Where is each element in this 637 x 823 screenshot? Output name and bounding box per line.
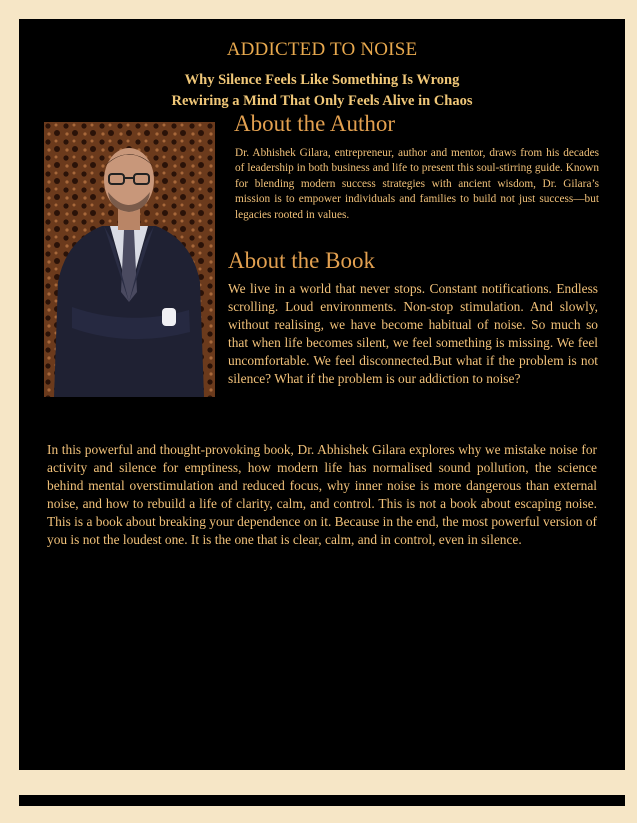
- book-heading: About the Book: [228, 248, 375, 273]
- book-title: ADDICTED TO NOISE: [226, 39, 418, 60]
- author-heading: About the Author: [234, 111, 395, 136]
- bottom-divider-bar: [19, 795, 625, 806]
- content-panel: [19, 19, 625, 770]
- book-description-paragraph-1: We live in a world that never stops. Constant notifications. Endless scrolling. Loud environments. Non-stop stimulation. And slowly, without realising, we have become habitual of noise. So much so that when life becomes silent, we feel something is missing. We feel uncomfortable. We feel disconnected.But what if the problem is not silence? What if the problem is our addiction to noise?: [228, 281, 598, 386]
- subtitle-line-2: Rewiring a Mind That Only Feels Alive in Chaos: [171, 93, 473, 109]
- subtitle-line-1: Why Silence Feels Like Something Is Wrong: [184, 72, 460, 88]
- author-bio: Dr. Abhishek Gilara, entrepreneur, author and mentor, draws from his decades of leadership in both business and life to present this soul-stirring guide. Known for blending modern success strategies with ancient wisdom, Dr. Gilara’s mission is to empower individuals and families to build not just success—but legacies rooted in values.: [235, 147, 599, 221]
- author-photo: [44, 122, 215, 397]
- book-description-paragraph-2: In this powerful and thought-provoking book, Dr. Abhishek Gilara explores why we mistake noise for activity and silence for emptiness, how modern life has normalised sound pollution, the science behind mental overstimulation and reduced focus, why inner noise is more dangerous than external noise, and how to rebuild a life of clarity, calm, and control. This is not a book about escaping noise. This is a book about breaking your dependence on it. Because in the end, the most powerful version of you is not the loudest one. It is the one that is clear, calm, and in control, even in silence.: [47, 442, 597, 547]
